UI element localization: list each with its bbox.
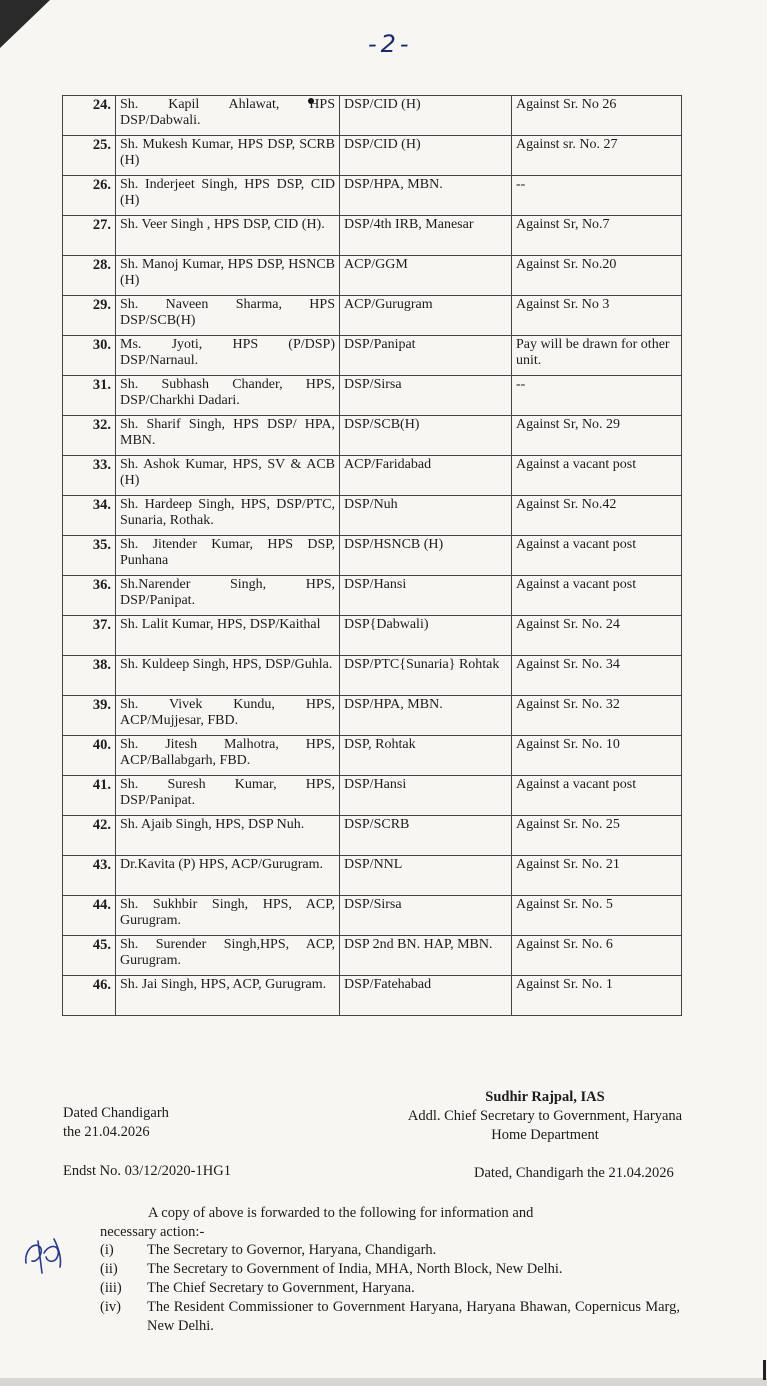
sr-no-cell: 28. (63, 256, 116, 296)
recipient-number: (i) (100, 1242, 114, 1258)
posting-cell: DSP{Dabwali) (340, 616, 512, 656)
signatory-name: Sudhir Rajpal, IAS (485, 1089, 605, 1105)
sr-no-cell: 33. (63, 456, 116, 496)
sr-no-cell: 27. (63, 216, 116, 256)
recipient-item (100, 1279, 680, 1298)
sr-no-cell: 34. (63, 496, 116, 536)
recipient-list (100, 1241, 680, 1336)
sr-no-cell: 24. (63, 96, 116, 136)
remarks-cell: -- (512, 176, 682, 216)
posting-cell: DSP/PTC{Sunaria} Rohtak (340, 656, 512, 696)
sr-no-cell: 26. (63, 176, 116, 216)
remarks-cell: Against Sr. No. 6 (512, 936, 682, 976)
officer-cell: Sh. Jitender Kumar, HPS DSP, Punhana (116, 536, 340, 576)
officer-cell: Sh.Narender Singh, HPS, DSP/Panipat. (116, 576, 340, 616)
recipient-number: (ii) (100, 1261, 118, 1277)
officer-cell: Sh. Kuldeep Singh, HPS, DSP/Guhla. (116, 656, 340, 696)
officer-cell: Sh. Subhash Chander, HPS, DSP/Charkhi Dadari. (116, 376, 340, 416)
table-row (63, 616, 682, 656)
sr-no-cell: 25. (63, 136, 116, 176)
page-right-edge (763, 1360, 766, 1380)
officer-cell: Sh. Hardeep Singh, HPS, DSP/PTC, Sunaria, Rothak. (116, 496, 340, 536)
remarks-cell: Against Sr. No. 34 (512, 656, 682, 696)
remarks-cell: Against Sr, No.7 (512, 216, 682, 256)
sr-no-cell: 42. (63, 816, 116, 856)
remarks-cell: Against a vacant post (512, 576, 682, 616)
remarks-cell: Against Sr. No.42 (512, 496, 682, 536)
dated-place (63, 1104, 169, 1142)
remarks-cell: Against a vacant post (512, 776, 682, 816)
officer-cell: Sh. Veer Singh , HPS DSP, CID (H). (116, 216, 340, 256)
remarks-cell: Against Sr. No. 10 (512, 736, 682, 776)
officer-cell: Sh. Ajaib Singh, HPS, DSP Nuh. (116, 816, 340, 856)
sr-no-cell: 39. (63, 696, 116, 736)
sr-no-cell: 32. (63, 416, 116, 456)
posting-cell: DSP 2nd BN. HAP, MBN. (340, 936, 512, 976)
sr-no-cell: 37. (63, 616, 116, 656)
sr-no-cell: 44. (63, 896, 116, 936)
posting-table (62, 95, 682, 1016)
table-row (63, 136, 682, 176)
posting-cell: DSP/HPA, MBN. (340, 696, 512, 736)
remarks-cell: Against a vacant post (512, 536, 682, 576)
posting-cell: DSP/Panipat (340, 336, 512, 376)
officer-cell: Sh. Jai Singh, HPS, ACP, Gurugram. (116, 976, 340, 1016)
officer-cell: Ms. Jyoti, HPS (P/DSP) DSP/Narnaul. (116, 336, 340, 376)
posting-cell: DSP/Hansi (340, 576, 512, 616)
posting-cell: DSP/HSNCB (H) (340, 536, 512, 576)
officer-cell: Sh. Kapil Ahlawat, HPS DSP/Dabwali. (116, 96, 340, 136)
table-row (63, 176, 682, 216)
remarks-cell: Against Sr, No. 29 (512, 416, 682, 456)
table-row (63, 496, 682, 536)
posting-cell: ACP/GGM (340, 256, 512, 296)
table-row (63, 696, 682, 736)
table-row (63, 376, 682, 416)
remarks-cell: Against Sr. No 26 (512, 96, 682, 136)
posting-cell: ACP/Faridabad (340, 456, 512, 496)
copy-forward-intro: A copy of above is forwarded to the following for information and necessary action:- (100, 1205, 534, 1240)
posting-cell: DSP/NNL (340, 856, 512, 896)
remarks-cell: Against Sr. No. 1 (512, 976, 682, 1016)
posting-cell: DSP/SCRB (340, 816, 512, 856)
sr-no-cell: 35. (63, 536, 116, 576)
remarks-cell: Against Sr. No. 25 (512, 816, 682, 856)
posting-cell: ACP/Gurugram (340, 296, 512, 336)
remarks-cell: -- (512, 376, 682, 416)
sr-no-cell: 40. (63, 736, 116, 776)
sr-no-cell: 45. (63, 936, 116, 976)
remarks-cell: Pay will be drawn for other unit. (512, 336, 682, 376)
sr-no-cell: 31. (63, 376, 116, 416)
remarks-cell: Against Sr. No. 24 (512, 616, 682, 656)
officer-cell: Sh. Jitesh Malhotra, HPS, ACP/Ballabgarh, FBD. (116, 736, 340, 776)
table-row (63, 976, 682, 1016)
sr-no-cell: 29. (63, 296, 116, 336)
sr-no-cell: 43. (63, 856, 116, 896)
posting-cell: DSP/CID (H) (340, 96, 512, 136)
posting-cell: DSP/SCB(H) (340, 416, 512, 456)
officer-cell: Sh. Ashok Kumar, HPS, SV & ACB (H) (116, 456, 340, 496)
remarks-cell: Against sr. No. 27 (512, 136, 682, 176)
posting-cell: DSP/CID (H) (340, 136, 512, 176)
recipient-text: The Secretary to Governor, Haryana, Chandigarh. (147, 1242, 437, 1258)
officer-cell: Sh. Naveen Sharma, HPS DSP/SCB(H) (116, 296, 340, 336)
table-row (63, 896, 682, 936)
recipient-text: The Resident Commissioner to Government Haryana, Haryana Bhawan, Copernicus Marg, New Delhi. (147, 1299, 680, 1334)
table-row (63, 216, 682, 256)
remarks-cell: Against Sr. No 3 (512, 296, 682, 336)
endorsement-number: Endst No. 03/12/2020-1HG1 (63, 1163, 231, 1179)
officer-cell: Sh. Vivek Kundu, HPS, ACP/Mujjesar, FBD. (116, 696, 340, 736)
officer-cell: Sh. Lalit Kumar, HPS, DSP/Kaithal (116, 616, 340, 656)
officer-cell: Sh. Surender Singh,HPS, ACP, Gurugram. (116, 936, 340, 976)
table-row (63, 576, 682, 616)
signatory-designation: Addl. Chief Secretary to Government, Haryana (407, 1108, 683, 1124)
officer-cell: Sh. Mukesh Kumar, HPS DSP, SCRB (H) (116, 136, 340, 176)
page-number: -2- (368, 30, 413, 58)
posting-cell: DSP/Hansi (340, 776, 512, 816)
officer-cell: Dr.Kavita (P) HPS, ACP/Gurugram. (116, 856, 340, 896)
officer-cell: Sh. Manoj Kumar, HPS DSP, HSNCB (H) (116, 256, 340, 296)
remarks-cell: Against Sr. No. 5 (512, 896, 682, 936)
signature-block (400, 1088, 690, 1145)
sr-no-cell: 41. (63, 776, 116, 816)
table-row (63, 416, 682, 456)
recipient-item (100, 1260, 680, 1279)
dated-line-2: the 21.04.2026 (63, 1124, 150, 1140)
table-row (63, 816, 682, 856)
remarks-cell: Against a vacant post (512, 456, 682, 496)
sr-no-cell: 36. (63, 576, 116, 616)
table-row (63, 96, 682, 136)
posting-table-body (63, 96, 682, 1016)
remarks-cell: Against Sr. No. 21 (512, 856, 682, 896)
table-row (63, 936, 682, 976)
recipient-text: The Chief Secretary to Government, Haryana. (147, 1280, 415, 1296)
sr-no-cell: 30. (63, 336, 116, 376)
table-row (63, 736, 682, 776)
posting-cell: DSP/Sirsa (340, 896, 512, 936)
page-bottom-edge (0, 1378, 767, 1386)
officer-cell: Sh. Sharif Singh, HPS DSP/ HPA, MBN. (116, 416, 340, 456)
posting-cell: DSP, Rohtak (340, 736, 512, 776)
sr-no-cell: 38. (63, 656, 116, 696)
sr-no-cell: 46. (63, 976, 116, 1016)
recipient-text: The Secretary to Government of India, MHA, North Block, New Delhi. (147, 1261, 563, 1277)
posting-cell: DSP/4th IRB, Manesar (340, 216, 512, 256)
table-row (63, 656, 682, 696)
endorsement-date: Dated, Chandigarh the 21.04.2026 (474, 1165, 674, 1181)
posting-cell: DSP/Fatehabad (340, 976, 512, 1016)
officer-cell: Sh. Inderjeet Singh, HPS DSP, CID (H) (116, 176, 340, 216)
handwritten-initials-icon (20, 1233, 66, 1275)
dated-line-1: Dated Chandigarh (63, 1105, 169, 1121)
table-row (63, 536, 682, 576)
table-row (63, 856, 682, 896)
recipient-item (100, 1298, 680, 1336)
recipient-number: (iv) (100, 1299, 121, 1315)
remarks-cell: Against Sr. No.20 (512, 256, 682, 296)
signatory-department: Home Department (491, 1127, 599, 1143)
page-corner-fold (0, 0, 50, 48)
table-row (63, 256, 682, 296)
table-row (63, 336, 682, 376)
table-row (63, 456, 682, 496)
posting-cell: DSP/Nuh (340, 496, 512, 536)
posting-cell: DSP/HPA, MBN. (340, 176, 512, 216)
posting-cell: DSP/Sirsa (340, 376, 512, 416)
recipient-item (100, 1241, 680, 1260)
officer-cell: Sh. Suresh Kumar, HPS, DSP/Panipat. (116, 776, 340, 816)
table-row (63, 296, 682, 336)
officer-cell: Sh. Sukhbir Singh, HPS, ACP, Gurugram. (116, 896, 340, 936)
remarks-cell: Against Sr. No. 32 (512, 696, 682, 736)
recipient-number: (iii) (100, 1280, 122, 1296)
table-row (63, 776, 682, 816)
